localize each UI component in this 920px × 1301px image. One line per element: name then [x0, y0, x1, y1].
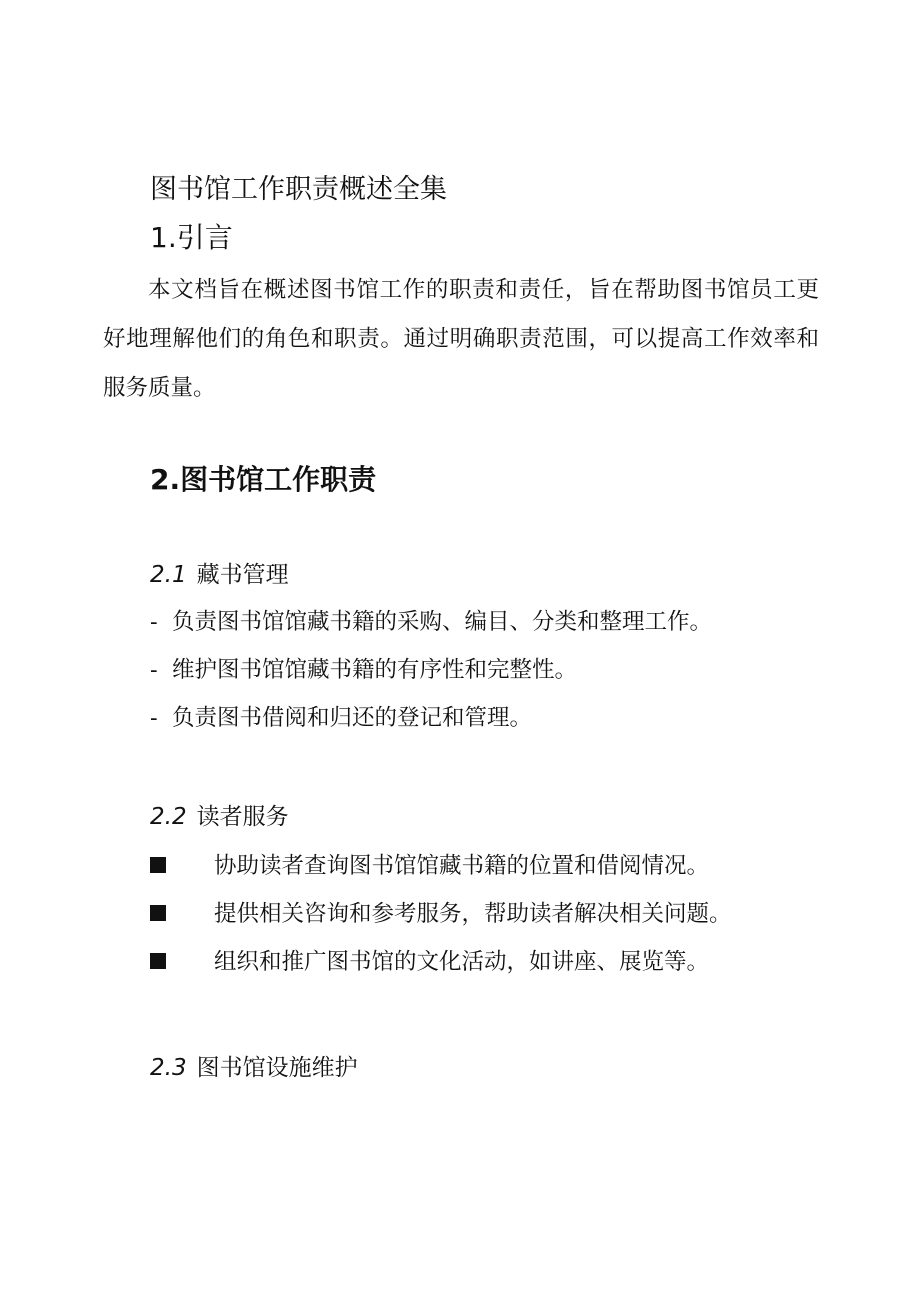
- subsection-heading-collection: [150, 557, 289, 593]
- list-item: [150, 848, 710, 896]
- subsection-number: 2.2: [150, 804, 187, 830]
- dash-bullet: -: [150, 609, 158, 635]
- list-item-text: 负责图书馆馆藏书籍的采购、编目、分类和整理工作。: [172, 609, 713, 635]
- dash-bullet: -: [150, 705, 158, 731]
- list-item: [150, 944, 710, 992]
- collection-duties-list: [150, 604, 712, 748]
- list-item: [150, 604, 712, 652]
- intro-paragraph: 本文档旨在概述图书馆工作的职责和责任，旨在帮助图书馆员工更好地理解他们的角色和职责。通过明确职责范围，可以提高工作效率和服务质量。: [103, 277, 819, 401]
- subsection-title: 藏书管理: [196, 562, 289, 588]
- square-bullet-icon: [150, 857, 166, 873]
- list-item-text: 提供相关咨询和参考服务，帮助读者解决相关问题。: [214, 901, 732, 927]
- list-item: [150, 700, 712, 748]
- subsection-number: 2.3: [150, 1055, 187, 1081]
- list-item-text: 维护图书馆馆藏书籍的有序性和完整性。: [172, 657, 578, 683]
- section-heading-intro: 1.引言: [150, 221, 233, 254]
- subsection-number: 2.1: [150, 562, 187, 588]
- document-title: 图书馆工作职责概述全集: [150, 174, 447, 205]
- list-item: [150, 896, 732, 944]
- subsection-heading-reader-service: [150, 799, 289, 835]
- list-item-text: 组织和推广图书馆的文化活动，如讲座、展览等。: [214, 949, 710, 975]
- subsection-title: 图书馆设施维护: [196, 1055, 358, 1081]
- square-bullet-icon: [150, 905, 166, 921]
- reader-service-list: [150, 848, 732, 992]
- subsection-heading-facilities: [150, 1050, 358, 1086]
- subsection-title: 读者服务: [196, 804, 289, 830]
- list-item-text: 协助读者查询图书馆馆藏书籍的位置和借阅情况。: [214, 853, 710, 879]
- square-bullet-icon: [150, 953, 166, 969]
- list-item: [150, 652, 712, 700]
- dash-bullet: -: [150, 657, 158, 683]
- list-item-text: 负责图书借阅和归还的登记和管理。: [172, 705, 533, 731]
- section-heading-duties: 2.图书馆工作职责: [150, 463, 377, 496]
